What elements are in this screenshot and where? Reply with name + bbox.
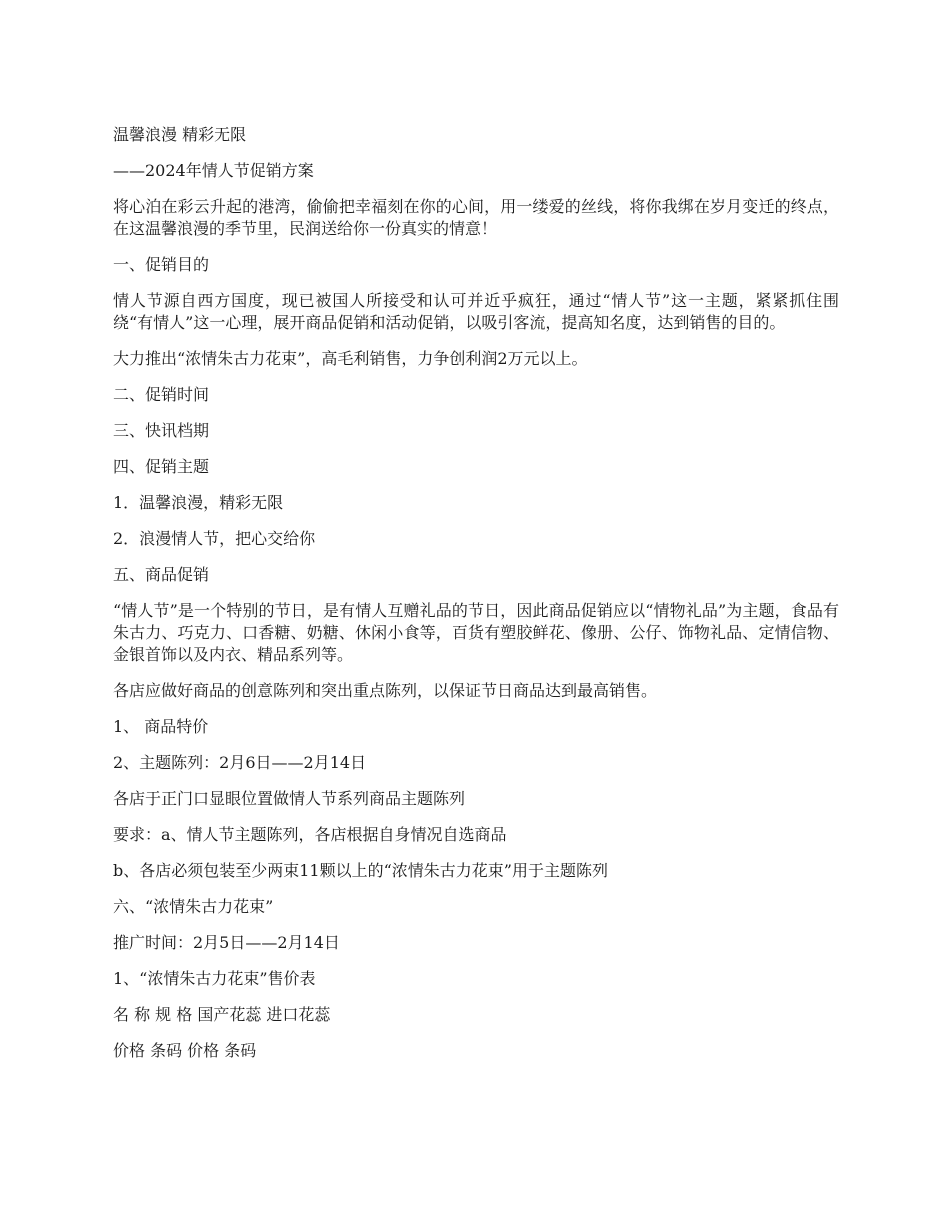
- intro-paragraph: 将心泊在彩云升起的港湾，偷偷把幸福刻在你的心间，用一缕爱的丝线，将你我绑在岁月变迁的终点，在这温馨浪漫的季节里，民润送给你一份真实的情意！: [113, 197, 839, 238]
- special-price-item: 1、 商品特价: [113, 717, 209, 736]
- section-heading-products: 五、商品促销: [113, 565, 210, 584]
- price-table-header-row: 名 称 规 格 国产花蕊 进口花蕊: [113, 1005, 331, 1024]
- theme-display-paragraph: 各店于正门口显眼位置做情人节系列商品主题陈列: [113, 789, 466, 808]
- requirement-b: b、各店必须包装至少两束11颗以上的“浓情朱古力花束”用于主题陈列: [113, 861, 608, 880]
- section-heading-bouquet: 六、“浓情朱古力花束”: [113, 897, 274, 916]
- doc-subtitle: ——2024年情人节促销方案: [113, 161, 314, 180]
- price-table-title: 1、“浓情朱古力花束”售价表: [113, 969, 316, 988]
- display-paragraph: 各店应做好商品的创意陈列和突出重点陈列，以保证节日商品达到最高销售。: [113, 681, 658, 700]
- requirement-a: 要求：a、情人节主题陈列，各店根据自身情况自选商品: [113, 825, 507, 844]
- theme-item-2: 2．浪漫情人节，把心交给你: [113, 529, 316, 548]
- price-table-subheader-row: 价格 条码 价格 条码: [113, 1041, 257, 1060]
- theme-item-1: 1．温馨浪漫，精彩无限: [113, 493, 284, 512]
- theme-display-item: 2、主题陈列：2月6日——2月14日: [113, 753, 367, 772]
- section-heading-theme: 四、促销主题: [113, 457, 210, 476]
- profit-goal-paragraph: 大力推出“浓情朱古力花束”，高毛利销售，力争创利润2万元以上。: [113, 349, 588, 368]
- purpose-paragraph: 情人节源自西方国度，现已被国人所接受和认可并近乎疯狂，通过“情人节”这一主题，紧紧抓住围绕“有情人”这一心理，展开商品促销和活动促销，以吸引客流，提高知名度，达到销售的目的。: [113, 291, 839, 332]
- section-heading-purpose: 一、促销目的: [113, 255, 210, 274]
- products-paragraph: “情人节”是一个特别的节日，是有情人互赠礼品的节日，因此商品促销应以“情物礼品”为主题，食品有朱古力、巧克力、口香糖、奶糖、休闲小食等，百货有塑胶鲜花、像册、公仔、饰物礼品、定情信物、金银首饰以及内衣、精品系列等。: [113, 601, 839, 664]
- doc-title: 温馨浪漫 精彩无限: [113, 125, 247, 144]
- document-page: [113, 124, 839, 1076]
- promotion-time: 推广时间：2月5日——2月14日: [113, 933, 340, 952]
- section-heading-flyer: 三、快讯档期: [113, 421, 210, 440]
- section-heading-time: 二、促销时间: [113, 385, 210, 404]
